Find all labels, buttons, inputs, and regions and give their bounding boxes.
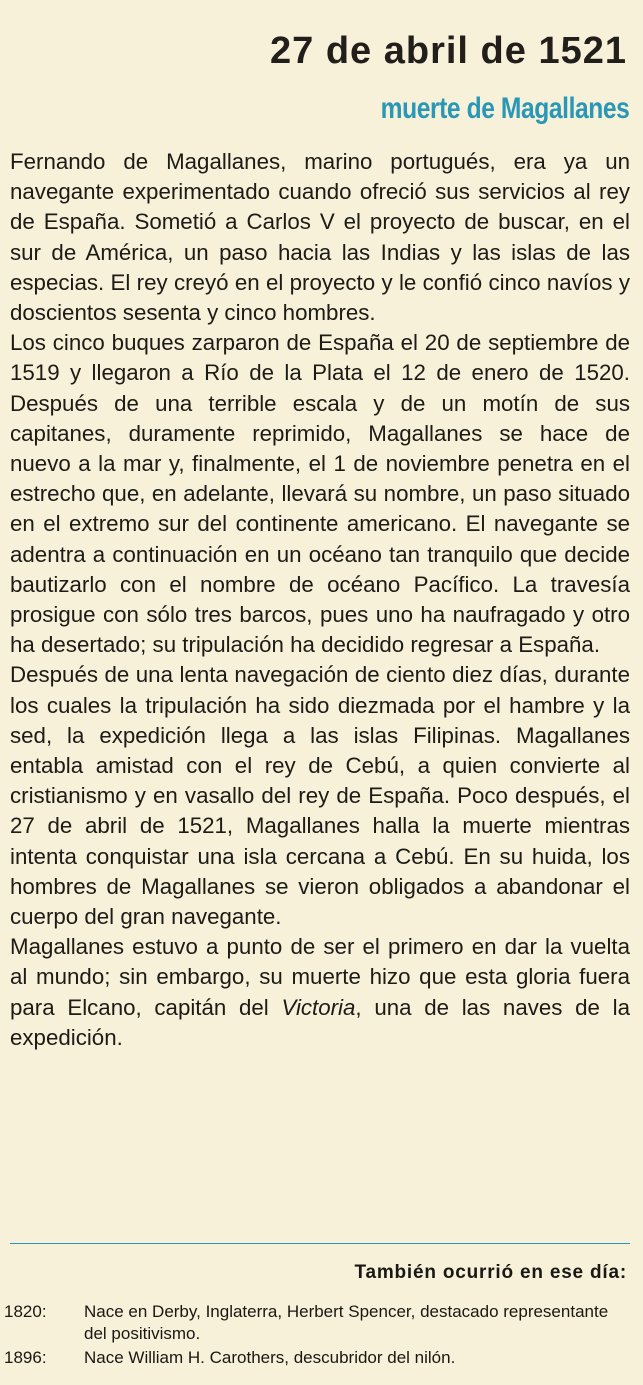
ship-name: Victoria bbox=[281, 994, 356, 1020]
paragraph-1: Fernando de Magallanes, marino portugués, era ya un navegante experimentado cuando ofreció sus servicios al rey de España. Sometió a Carlos V el proyecto de buscar, en el sur de América, un paso hacia las Indias y las islas de las especias. El rey creyó en el proyecto y le confió cinco navíos y doscientos sesenta y cinco hombres. bbox=[10, 149, 630, 326]
events-list bbox=[4, 1301, 634, 1371]
article-subtitle: muerte de Magallanes bbox=[380, 92, 629, 125]
paragraph-4-end: , una de las naves de la expedición. bbox=[10, 994, 630, 1050]
event-year: 1896: bbox=[4, 1348, 47, 1367]
event-item bbox=[4, 1347, 634, 1369]
event-text: Nace William H. Carothers, descubridor del nilón. bbox=[84, 1348, 456, 1367]
article-body bbox=[10, 147, 630, 1053]
event-text: Nace en Derby, Inglaterra, Herbert Spencer, destacado representante del positivismo. bbox=[84, 1302, 609, 1343]
event-year: 1820: bbox=[4, 1302, 47, 1321]
date-title: 27 de abril de 1521 bbox=[270, 30, 627, 72]
paragraph-2: Los cinco buques zarparon de España el 20 de septiembre de 1519 y llegaron a Río de la Plata el 12 de enero de 1520. Después de una terrible escala y de un motín de sus capitanes, duramente reprimido, Magallanes se hace de nuevo a la mar y, finalmente, el 1 de noviembre penetra en el estrecho que, en adelante, llevará su nombre, un paso situado en el extremo sur del continente americano. El navegante se adentra a continuación en un océano tan tranquilo que decide bautizarlo con el nombre de océano Pacífico. La travesía prosigue con sólo tres barcos, pues uno ha naufragado y otro ha desertado; su tripulación ha decidido regresar a España. bbox=[10, 330, 630, 658]
paragraph-3: Después de una lenta navegación de ciento diez días, durante los cuales la tripulación ha sido diezmada por el hambre y la sed, la expedición llega a las islas Filipinas. Magallanes entabla amistad con el rey de Cebú, a quien convierte al cristianismo y en vasallo del rey de España. Poco después, el 27 de abril de 1521, Magallanes halla la muerte mientras intenta conquistar una isla cercana a Cebú. En su huida, los hombres de Magallanes se vieron obligados a abandonar el cuerpo del gran navegante. bbox=[10, 662, 630, 930]
paragraph-4 bbox=[10, 932, 630, 1053]
divider bbox=[10, 1243, 630, 1244]
event-item bbox=[4, 1301, 634, 1345]
also-happened-heading: También ocurrió en ese día: bbox=[354, 1262, 627, 1283]
paragraph-4-start: Magallanes estuvo a punto de ser el primero en dar la vuelta al mundo; sin embargo, su muerte hizo que esta gloria fuera para Elcano, capitán del bbox=[10, 934, 630, 1020]
